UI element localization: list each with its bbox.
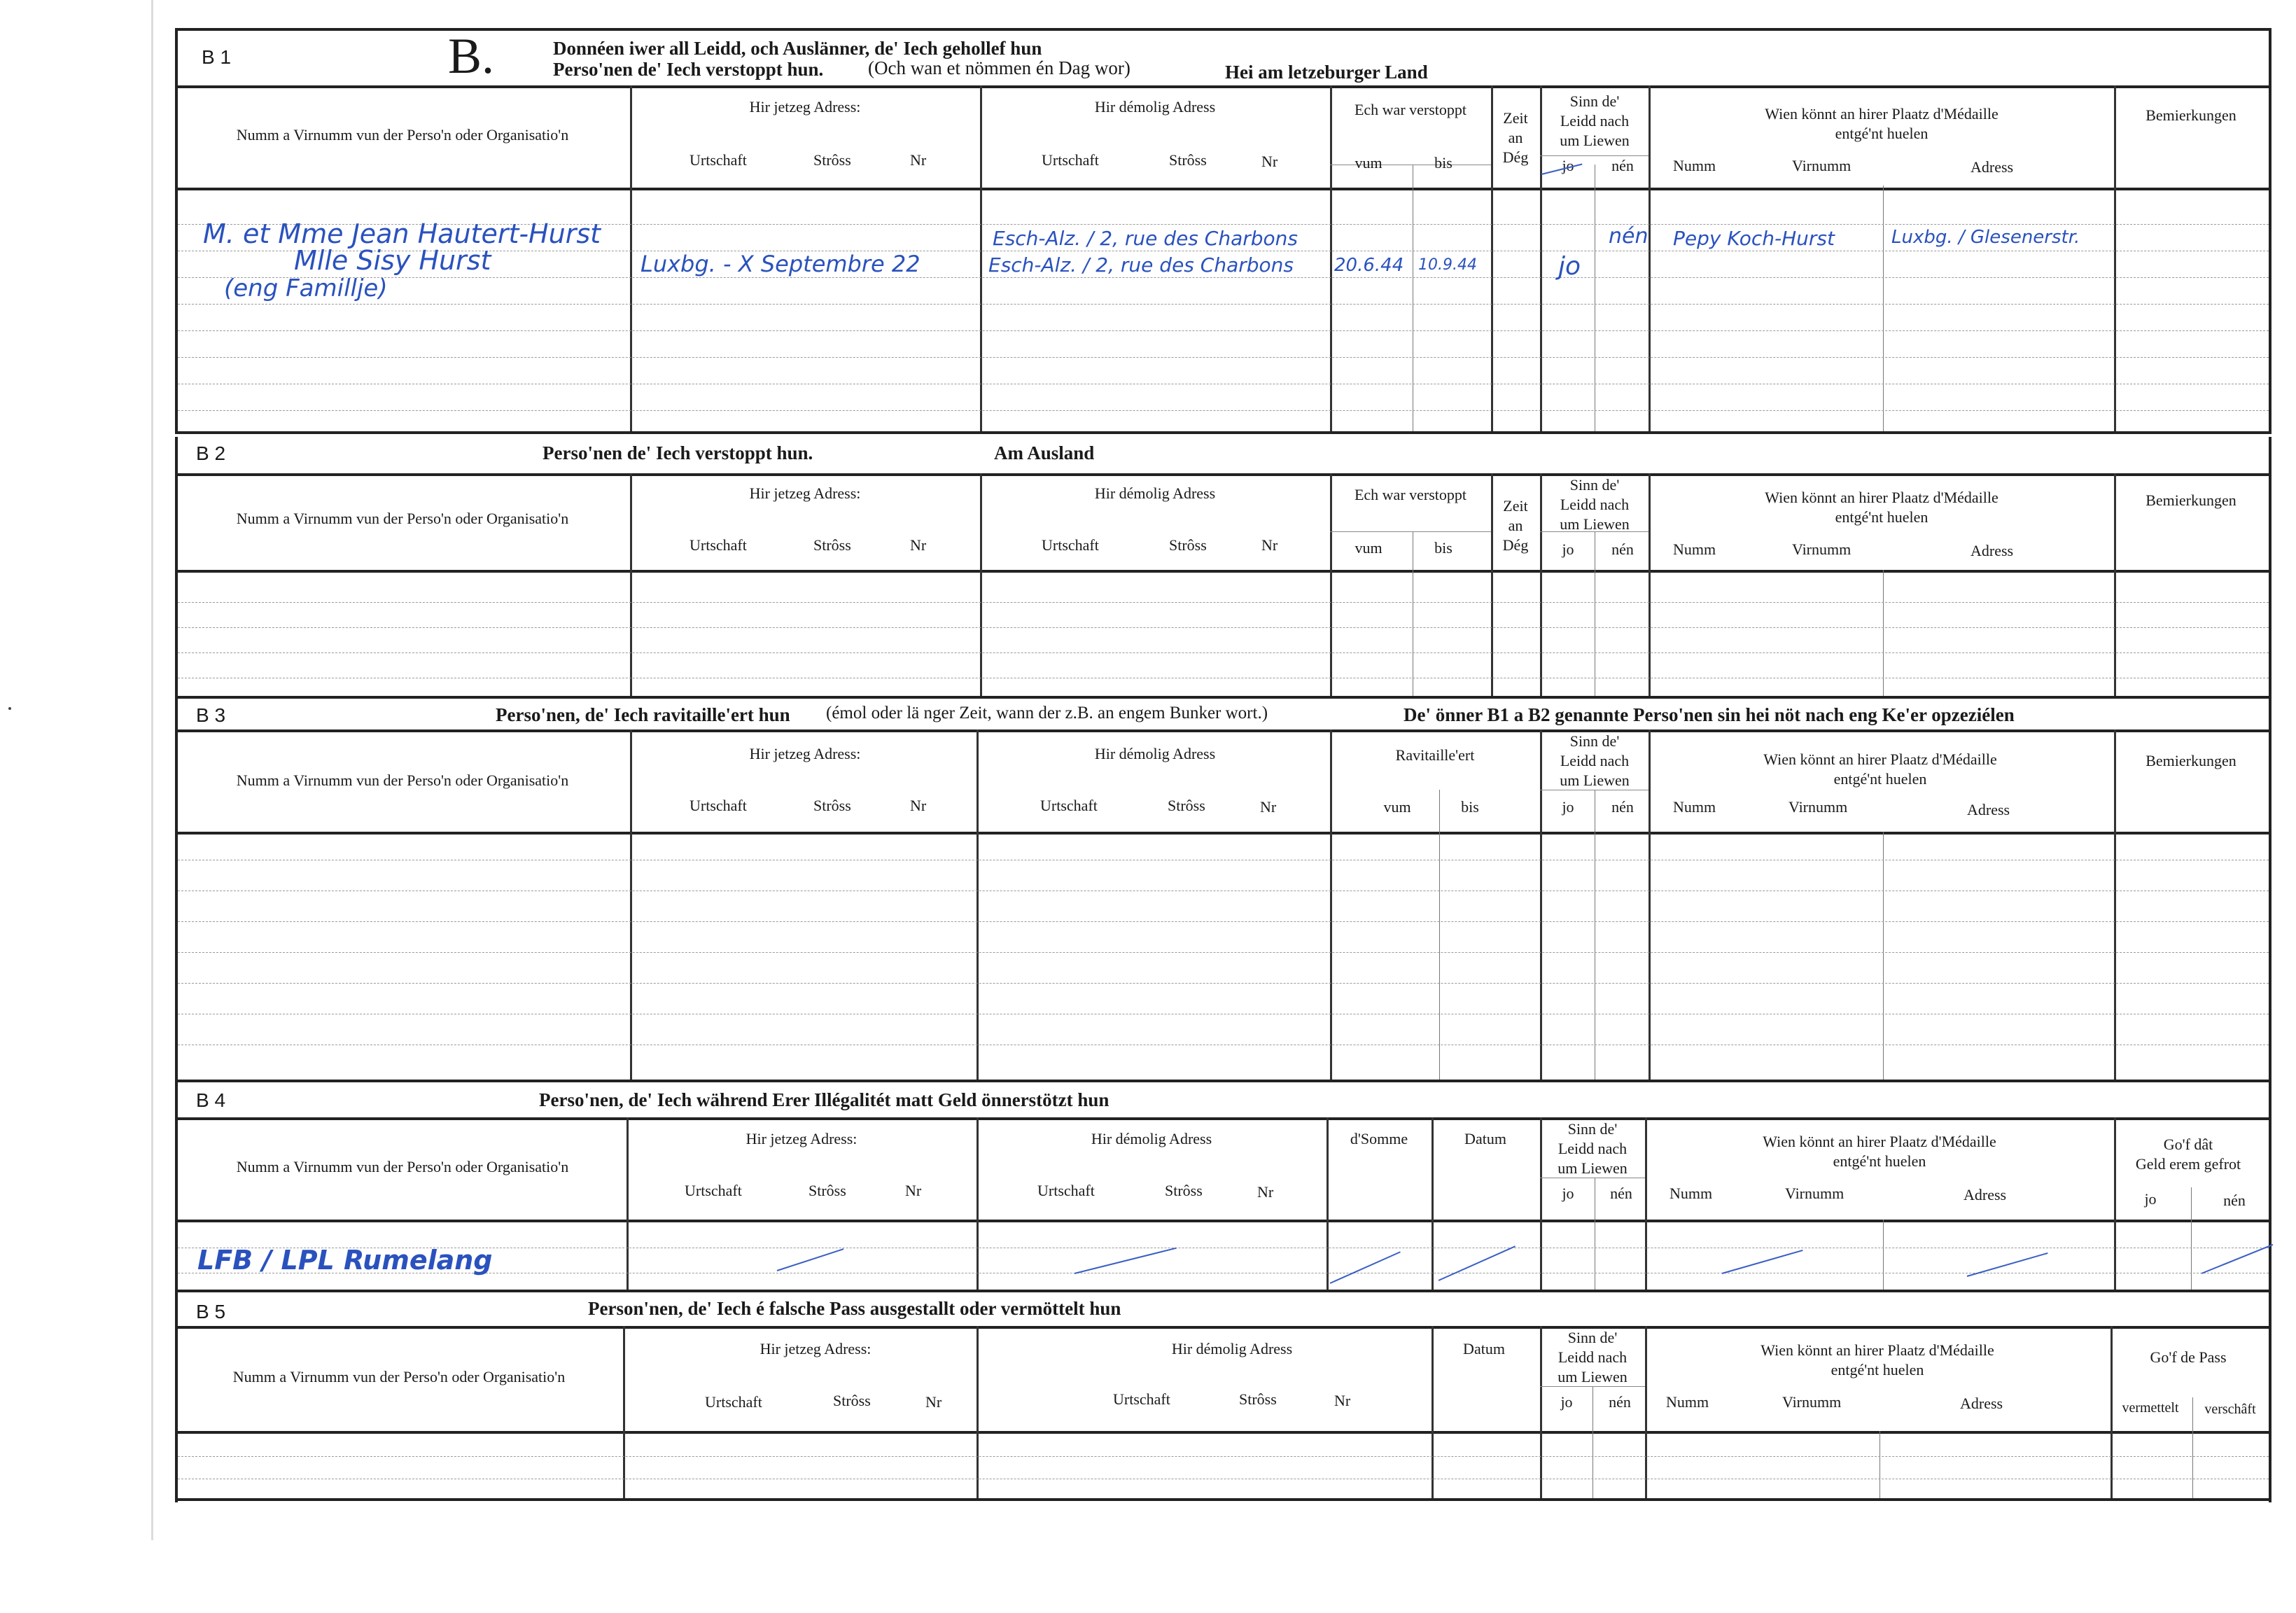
b2-hdr-medal2: entgé'nt huelen — [1835, 508, 1928, 526]
b1-entry-nen: nén — [1609, 224, 1648, 249]
b1-hdr-former: Hir démolig Adress — [1094, 98, 1216, 116]
b1-hdr-stross2: Strôss — [1169, 151, 1207, 169]
b3-hdr-numm: Numm — [1673, 798, 1716, 816]
b2-header-bar — [175, 473, 2272, 476]
b1-row-line — [178, 277, 2269, 278]
b3-col-divider — [2114, 729, 2116, 1080]
b4-entry-name: LFB / LPL Rumelang — [197, 1245, 493, 1276]
b1-hdr-leidd: Leidd nach — [1560, 112, 1630, 130]
b3-hdr-ravitailleert: Ravitaille'ert — [1395, 746, 1475, 764]
b2-hdr-zeit: Zeit — [1503, 497, 1528, 515]
b2-hdr-stross2: Strôss — [1169, 536, 1207, 554]
b1-entry-to: 10.9.44 — [1418, 256, 1477, 274]
b5-hdr-gof: Go'f de Pass — [2150, 1348, 2227, 1366]
b5-hdr-verschaft: verschâft — [2204, 1402, 2256, 1417]
b5-hdr-stross: Strôss — [833, 1392, 871, 1409]
b2-sub-rule — [1330, 531, 1491, 532]
b2-hdr-to: bis — [1434, 539, 1452, 557]
b3-hdr-virnumm: Virnumm — [1788, 798, 1848, 816]
section-b2 — [175, 437, 2272, 699]
b1-entry-name-1: M. et Mme Jean Hautert-Hurst — [203, 218, 601, 249]
b5-col-divider — [623, 1326, 625, 1498]
margin-dot — [8, 707, 11, 710]
section-b5 — [175, 1292, 2272, 1502]
b5-hdr-former: Hir démolig Adress — [1171, 1340, 1293, 1357]
b4-col-divider — [626, 1117, 629, 1290]
b3-header-bar — [175, 729, 2272, 732]
b5-hdr-jo: jo — [1560, 1393, 1573, 1411]
b3-hdr-liewen: um Liewen — [1560, 771, 1630, 789]
b2-hdr-urtschaft: Urtschaft — [690, 536, 747, 554]
b4-col-divider — [1432, 1117, 1434, 1290]
b1-hdr-remarks: Bemierkungen — [2146, 106, 2236, 124]
b5-hdr-urtschaft2: Urtschaft — [1113, 1390, 1170, 1408]
b1-entry-jo: jo — [1558, 252, 1581, 281]
b3-col-divider — [976, 729, 979, 1080]
b1-hdr-jo: jo — [1562, 157, 1574, 174]
b5-col-divider — [1432, 1326, 1434, 1498]
b2-hdr-urtschaft2: Urtschaft — [1042, 536, 1099, 554]
b4-hdr-nen: nén — [1610, 1185, 1632, 1202]
b2-hdr-numm: Numm — [1673, 540, 1716, 558]
b1-hdr-current: Hir jetzeg Adress: — [749, 98, 861, 116]
b1-hdr-liewen: um Liewen — [1560, 132, 1630, 149]
b2-col-divider — [1330, 473, 1332, 696]
b1-hdr-zeit3: Dég — [1502, 148, 1529, 166]
b2-sub-divider — [1883, 570, 1884, 696]
b1-hdr-hidden: Ech war verstoppt — [1354, 101, 1467, 118]
b1-hdr-zeit2: an — [1508, 129, 1523, 146]
b5-hdr-adress: Adress — [1960, 1395, 2003, 1412]
b1-col-divider — [1330, 85, 1332, 431]
b2-hdr-current: Hir jetzeg Adress: — [749, 484, 861, 502]
b1-heading-line1: Donnéen iwer all Leidd, och Auslänner, de' Iech gehollef hun — [553, 38, 1042, 59]
b2-col-divider — [630, 473, 632, 696]
b1-row-line — [178, 330, 2269, 331]
b2-hdr-leidd: Leidd nach — [1560, 496, 1630, 513]
b4-hdr-nr2: Nr — [1257, 1183, 1274, 1201]
b4-hdr-stross: Strôss — [808, 1182, 846, 1199]
b5-hdr-medal2: entgé'nt huelen — [1830, 1361, 1924, 1378]
b1-hdr-urtschaft: Urtschaft — [690, 151, 747, 169]
b4-hdr-virnumm: Virnumm — [1785, 1185, 1844, 1202]
b4-hdr-sinn: Sinn de' — [1567, 1120, 1618, 1138]
b2-col-divider — [1540, 473, 1542, 696]
b3-row-line — [178, 921, 2269, 922]
b5-bottom-bar — [175, 1498, 2272, 1501]
b4-hdr-datum: Datum — [1464, 1130, 1506, 1147]
b3-label: B 3 — [196, 704, 226, 726]
b1-hdr-to: bis — [1434, 154, 1452, 172]
b2-col-divider — [2114, 473, 2116, 696]
b5-col-divider — [976, 1326, 979, 1498]
b5-hdr-vermettelt: vermettelt — [2122, 1400, 2179, 1416]
b3-col-divider — [1648, 729, 1651, 1080]
section-b3 — [175, 699, 2272, 1082]
b5-hdr-medal1: Wien könnt an hirer Plaatz d'Médaille — [1760, 1341, 1994, 1359]
b3-hdr-jo: jo — [1562, 798, 1574, 816]
b4-header-bar — [175, 1117, 2272, 1120]
section-b1 — [175, 28, 2272, 434]
b3-hdr-from: vum — [1383, 798, 1411, 816]
b3-hdr-urtschaft: Urtschaft — [690, 797, 747, 814]
b1-row-line — [178, 304, 2269, 305]
b2-heading: Perso'nen de' Iech verstoppt hun. — [542, 442, 813, 463]
b2-heading-region: Am Ausland — [994, 442, 1095, 463]
b5-hdr-sinn: Sinn de' — [1567, 1329, 1618, 1346]
b3-row-line — [178, 983, 2269, 984]
b1-row-line — [178, 410, 2269, 411]
b2-hdr-liewen: um Liewen — [1560, 515, 1630, 533]
b5-label: B 5 — [196, 1301, 226, 1322]
b4-body-bar — [175, 1220, 2272, 1222]
b3-hdr-name: Numm a Virnumm vun der Perso'n oder Organisatio'n — [236, 771, 569, 789]
b5-hdr-datum: Datum — [1463, 1340, 1505, 1357]
b1-col-divider — [1540, 85, 1542, 431]
section-b4 — [175, 1082, 2272, 1292]
b3-body-bar — [175, 832, 2272, 835]
b1-entry-former-1: Esch-Alz. / 2, rue des Charbons — [993, 227, 1298, 250]
b2-row-line — [178, 627, 2269, 628]
b1-hdr-sinn: Sinn de' — [1569, 92, 1620, 110]
b1-hdr-nr: Nr — [910, 151, 927, 169]
b5-hdr-numm: Numm — [1666, 1393, 1709, 1411]
b4-hdr-nr: Nr — [905, 1182, 922, 1199]
b3-hdr-urtschaft2: Urtschaft — [1040, 797, 1098, 814]
b4-label: B 4 — [196, 1089, 226, 1111]
b5-hdr-nen: nén — [1609, 1393, 1631, 1411]
b1-col-divider — [1491, 85, 1493, 431]
b4-hdr-former: Hir démolig Adress — [1091, 1130, 1212, 1147]
b1-hdr-nen: nén — [1611, 157, 1634, 174]
b3-hdr-adress: Adress — [1967, 801, 2010, 818]
b2-row-line — [178, 602, 2269, 603]
b1-hdr-virnumm: Virnumm — [1792, 157, 1851, 174]
b1-heading-line2: Perso'nen de' Iech verstoppt hun. — [553, 59, 824, 80]
b1-col-divider — [1648, 85, 1651, 431]
b1-hdr-numm: Numm — [1673, 157, 1716, 174]
b3-hdr-nen: nén — [1611, 798, 1634, 816]
b1-header-bar — [175, 85, 2272, 88]
b2-col-divider — [1491, 473, 1493, 696]
b1-bottom-bar — [175, 431, 2272, 434]
b2-hdr-nr2: Nr — [1261, 536, 1278, 554]
b1-entry-name-2: Mlle Sisy Hurst — [294, 245, 491, 276]
b1-entry-medal-addr: Luxbg. / Glesenerstr. — [1891, 227, 2080, 248]
b4-hdr-current: Hir jetzeg Adress: — [746, 1130, 858, 1147]
b4-col-divider — [2114, 1117, 2116, 1290]
b2-hdr-medal1: Wien könnt an hirer Plaatz d'Médaille — [1765, 489, 1998, 506]
b5-col-divider — [1540, 1326, 1542, 1498]
b5-hdr-nr: Nr — [925, 1393, 942, 1411]
b1-col-divider — [980, 85, 982, 431]
b5-row-line — [178, 1456, 2269, 1457]
b5-hdr-leidd: Leidd nach — [1558, 1348, 1628, 1366]
b3-hdr-sinn: Sinn de' — [1569, 732, 1620, 750]
b5-sub-divider — [1879, 1431, 1880, 1498]
b3-heading: Perso'nen, de' Iech ravitaille'ert hun — [496, 704, 790, 725]
b1-hdr-zeit: Zeit — [1503, 109, 1528, 127]
b2-hdr-from: vum — [1354, 539, 1382, 557]
b3-col-divider — [630, 729, 632, 1080]
b4-hdr-medal1: Wien könnt an hirer Plaatz d'Médaille — [1763, 1133, 1996, 1150]
b1-col-divider — [2114, 85, 2116, 431]
b1-hdr-medal1: Wien könnt an hirer Plaatz d'Médaille — [1765, 105, 1998, 123]
b5-heading: Person'nen, de' Iech é falsche Pass ausgestallt oder vermöttelt hun — [588, 1298, 1121, 1319]
b5-hdr-current: Hir jetzeg Adress: — [760, 1340, 872, 1357]
b1-label: B 1 — [202, 46, 232, 68]
b3-hdr-medal2: entgé'nt huelen — [1833, 770, 1927, 788]
b2-hdr-nen: nén — [1611, 540, 1634, 558]
b1-hdr-adress: Adress — [1970, 158, 2014, 176]
b1-sub-rule — [1540, 155, 1648, 156]
b4-hdr-stross2: Strôss — [1165, 1182, 1203, 1199]
b4-hdr-medal2: entgé'nt huelen — [1833, 1152, 1926, 1170]
b4-hdr-jo: jo — [1562, 1185, 1574, 1202]
b2-hdr-sinn: Sinn de' — [1569, 476, 1620, 494]
b3-hdr-medal1: Wien könnt an hirer Plaatz d'Médaille — [1763, 750, 1997, 768]
b1-heading-region: Hei am letzeburger Land — [1225, 62, 1428, 83]
b2-hdr-adress: Adress — [1970, 542, 2014, 559]
b3-row-line — [178, 952, 2269, 953]
b4-hdr-jo2: jo — [2144, 1190, 2157, 1208]
b5-hdr-virnumm: Virnumm — [1782, 1393, 1842, 1411]
b5-header-bar — [175, 1326, 2272, 1329]
section-letter: B. — [448, 28, 495, 84]
b1-entry-now: Luxbg. - X Septembre 22 — [640, 251, 920, 277]
b4-col-divider — [1326, 1117, 1329, 1290]
b3-hdr-current: Hir jetzeg Adress: — [749, 745, 861, 762]
b1-entry-medal-name: Pepy Koch-Hurst — [1673, 227, 1835, 250]
b3-hdr-remarks: Bemierkungen — [2146, 752, 2236, 769]
b4-hdr-liewen: um Liewen — [1558, 1159, 1628, 1177]
b2-hdr-hidden: Ech war verstoppt — [1354, 486, 1467, 503]
b3-heading-note: (émol oder lä nger Zeit, wann der z.B. an engem Bunker wort.) — [826, 704, 1268, 722]
b4-hdr-somme: d'Somme — [1350, 1130, 1408, 1147]
b5-body-bar — [175, 1431, 2272, 1434]
section-b5-frame — [175, 1292, 2272, 1502]
b5-col-divider — [2110, 1326, 2113, 1498]
b1-row-line — [178, 357, 2269, 358]
b4-col-divider — [1645, 1117, 1647, 1290]
b5-hdr-nr2: Nr — [1334, 1392, 1351, 1409]
b2-body-bar — [175, 570, 2272, 573]
b4-hdr-gof2: Geld erem gefrot — [2135, 1155, 2241, 1173]
b4-hdr-numm: Numm — [1670, 1185, 1713, 1202]
b4-hdr-leidd: Leidd nach — [1558, 1140, 1628, 1157]
b2-hdr-nr: Nr — [910, 536, 927, 554]
b2-hdr-remarks: Bemierkungen — [2146, 491, 2236, 509]
b1-sub-divider — [1883, 186, 1884, 431]
b4-sub-divider — [1883, 1220, 1884, 1290]
b3-heading-extra: De' önner B1 a B2 genannte Perso'nen sin hei nöt nach eng Ke'er opzeziélen — [1404, 704, 2015, 725]
b4-hdr-urtschaft: Urtschaft — [685, 1182, 742, 1199]
b1-heading-note: (Och wan et nömmen én Dag wor) — [868, 57, 1130, 78]
b1-entry-name-3: (eng Famillje) — [224, 274, 388, 302]
b2-row-line — [178, 652, 2269, 653]
b1-body-bar — [175, 188, 2272, 190]
b5-sub-rule — [1540, 1386, 1645, 1387]
b3-sub-divider — [1439, 790, 1440, 1080]
b1-hdr-name: Numm a Virnumm vun der Perso'n oder Organisatio'n — [236, 126, 569, 144]
b4-sub-divider — [2191, 1187, 2192, 1290]
b3-hdr-stross: Strôss — [813, 797, 851, 814]
b3-col-divider — [1540, 729, 1542, 1080]
b4-hdr-gof1: Go'f dât — [2163, 1136, 2213, 1153]
b1-hdr-stross: Strôss — [813, 151, 851, 169]
b1-hdr-from: vum — [1354, 154, 1382, 172]
b1-entry-former-2: Esch-Alz. / 2, rue des Charbons — [988, 253, 1294, 277]
b3-hdr-nr2: Nr — [1260, 798, 1277, 816]
b5-hdr-liewen: um Liewen — [1558, 1368, 1628, 1385]
b2-hdr-stross: Strôss — [813, 536, 851, 554]
b1-col-divider — [630, 85, 632, 431]
b1-hdr-urtschaft2: Urtschaft — [1042, 151, 1099, 169]
b3-hdr-nr: Nr — [910, 797, 927, 814]
b3-hdr-to: bis — [1461, 798, 1479, 816]
b2-hdr-virnumm: Virnumm — [1792, 540, 1851, 558]
b5-col-divider — [1645, 1326, 1647, 1498]
b4-hdr-nen2: nén — [2223, 1192, 2246, 1209]
b1-hdr-medal2: entgé'nt huelen — [1835, 125, 1928, 142]
b3-hdr-stross2: Strôss — [1168, 797, 1205, 814]
b4-hdr-adress: Adress — [1963, 1186, 2007, 1203]
b4-hdr-urtschaft2: Urtschaft — [1037, 1182, 1095, 1199]
b5-hdr-name: Numm a Virnumm vun der Perso'n oder Organisatio'n — [232, 1368, 566, 1385]
b4-col-divider — [976, 1117, 979, 1290]
b5-hdr-urtschaft: Urtschaft — [705, 1393, 762, 1411]
b2-hdr-jo: jo — [1562, 540, 1574, 558]
b1-hdr-nr2: Nr — [1261, 153, 1278, 170]
b2-hdr-zeit2: an — [1508, 517, 1523, 534]
b2-hdr-former: Hir démolig Adress — [1094, 484, 1216, 502]
b2-col-divider — [980, 473, 982, 696]
b2-label: B 2 — [196, 442, 226, 464]
b2-hdr-name: Numm a Virnumm vun der Perso'n oder Organisatio'n — [236, 510, 569, 527]
b3-sub-divider — [1883, 832, 1884, 1080]
page-fold — [151, 0, 153, 1540]
b4-heading: Perso'nen, de' Iech während Erer Illégalitét matt Geld önnerstötzt hun — [539, 1089, 1110, 1110]
b1-entry-from: 20.6.44 — [1334, 255, 1404, 276]
b3-hdr-former: Hir démolig Adress — [1094, 745, 1216, 762]
b4-hdr-name: Numm a Virnumm vun der Perso'n oder Organisatio'n — [236, 1158, 569, 1175]
section-b2-frame — [175, 437, 2272, 699]
b2-hdr-zeit3: Dég — [1502, 536, 1529, 554]
b2-col-divider — [1648, 473, 1651, 696]
b5-sub-divider — [2192, 1397, 2193, 1498]
b3-hdr-leidd: Leidd nach — [1560, 752, 1630, 769]
b5-sub-divider — [1592, 1386, 1593, 1498]
b3-col-divider — [1330, 729, 1332, 1080]
b4-col-divider — [1540, 1117, 1542, 1290]
b5-hdr-stross2: Strôss — [1239, 1390, 1277, 1408]
